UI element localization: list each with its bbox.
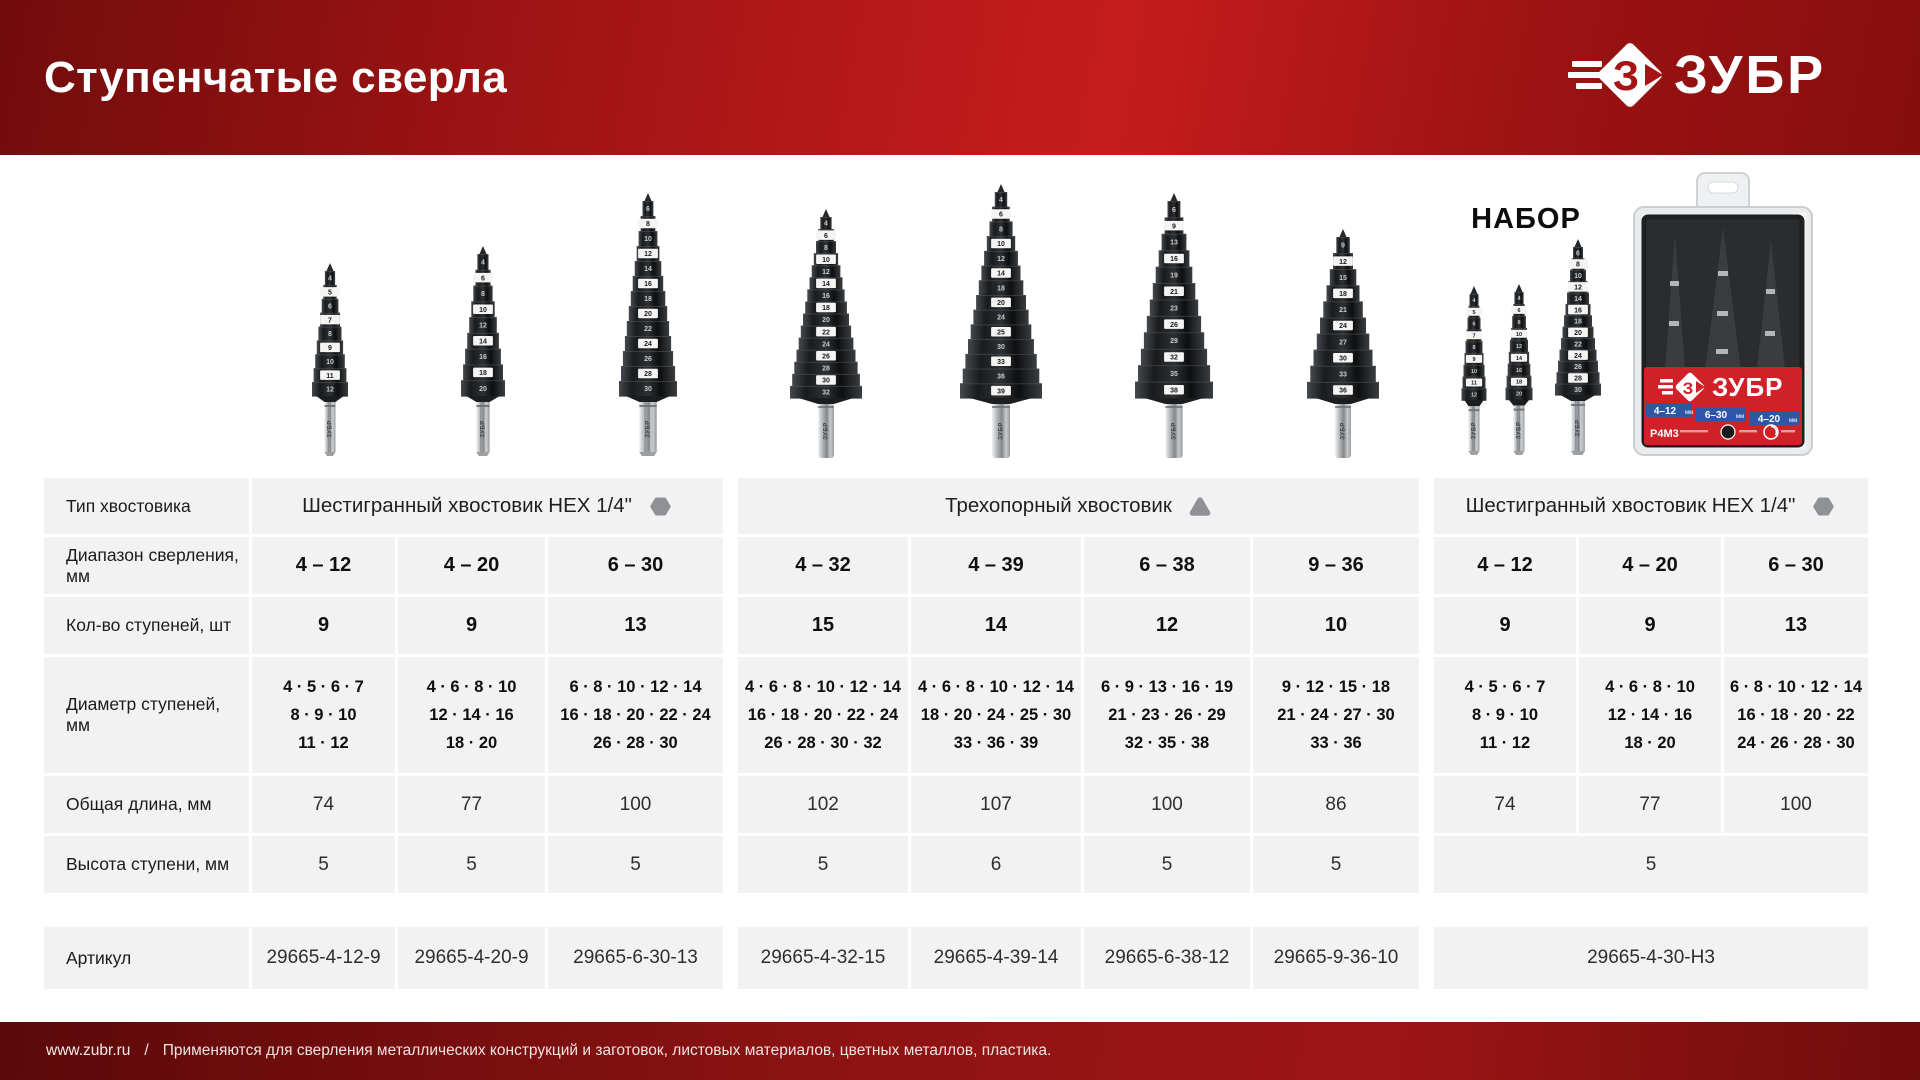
drill-image-4-39 bbox=[954, 183, 1048, 460]
svg-text:28: 28 bbox=[644, 371, 652, 379]
svg-text:18: 18 bbox=[1515, 379, 1523, 386]
svg-text:24: 24 bbox=[997, 314, 1005, 322]
zubr-logo-speed-lines-icon bbox=[1568, 61, 1602, 89]
svg-text:14: 14 bbox=[997, 270, 1005, 278]
set-drill-image-6-30 bbox=[1548, 238, 1608, 457]
svg-text:12: 12 bbox=[479, 322, 487, 330]
step-height-cell: 5 bbox=[738, 836, 908, 893]
step-height-cell: 5 bbox=[548, 836, 723, 893]
svg-text:10: 10 bbox=[1574, 273, 1582, 281]
svg-text:39: 39 bbox=[997, 388, 1005, 396]
svg-text:9: 9 bbox=[1472, 357, 1476, 363]
svg-text:4: 4 bbox=[328, 275, 332, 283]
length-cell: 74 bbox=[252, 776, 395, 833]
svg-text:33: 33 bbox=[1339, 371, 1347, 379]
package-size-1: 4–12 bbox=[1653, 406, 1677, 417]
svg-text:8: 8 bbox=[328, 331, 332, 339]
steps-cell: 10 bbox=[1253, 597, 1419, 654]
footer-separator: / bbox=[144, 1042, 149, 1059]
svg-text:8: 8 bbox=[646, 221, 650, 229]
svg-text:14: 14 bbox=[1574, 295, 1582, 303]
svg-text:4: 4 bbox=[1472, 298, 1476, 304]
row-step-height bbox=[44, 836, 1868, 893]
svg-text:26: 26 bbox=[1170, 321, 1178, 329]
svg-text:36: 36 bbox=[1339, 387, 1347, 395]
svg-text:12: 12 bbox=[1339, 258, 1347, 266]
svg-text:28: 28 bbox=[822, 365, 830, 373]
svg-text:18: 18 bbox=[822, 305, 830, 313]
package-steel-grade: Р4М3 bbox=[1650, 428, 1679, 440]
step-height-cell: 5 bbox=[252, 836, 395, 893]
shank-type-group3 bbox=[1434, 478, 1868, 534]
svg-text:9: 9 bbox=[1172, 223, 1176, 231]
row-label-sku: Артикул bbox=[44, 927, 249, 989]
svg-text:38: 38 bbox=[1170, 387, 1178, 395]
drill-image-9-36 bbox=[1301, 228, 1385, 460]
svg-text:20: 20 bbox=[644, 311, 652, 319]
drill-image-4-12 bbox=[302, 262, 358, 458]
svg-text:29: 29 bbox=[1170, 338, 1178, 346]
set-label: НАБОР bbox=[1471, 203, 1581, 235]
svg-text:11: 11 bbox=[1471, 380, 1477, 387]
svg-text:6: 6 bbox=[1517, 308, 1521, 314]
svg-text:22: 22 bbox=[822, 329, 830, 337]
diameters-cell: 4 · 6 · 8 · 10 · 12 · 14 16 · 18 · 20 · 22 · 24 26 · 28 · 30 · 32 bbox=[738, 657, 908, 773]
sku-cell: 29665-9-36-10 bbox=[1253, 927, 1419, 989]
svg-text:ЗУБР: ЗУБР bbox=[823, 422, 830, 440]
sku-cell: 29665-4-32-15 bbox=[738, 927, 908, 989]
svg-text:10: 10 bbox=[644, 236, 652, 244]
svg-text:33: 33 bbox=[997, 358, 1005, 366]
steps-cell: 15 bbox=[738, 597, 908, 654]
svg-text:18: 18 bbox=[1339, 291, 1347, 298]
svg-text:26: 26 bbox=[1574, 364, 1582, 372]
steps-cell: 13 bbox=[548, 597, 723, 654]
range-cell: 4 – 39 bbox=[911, 537, 1081, 594]
svg-text:10: 10 bbox=[822, 256, 830, 264]
svg-text:32: 32 bbox=[1170, 354, 1178, 362]
sku-cell: 29665-4-20-9 bbox=[398, 927, 545, 989]
svg-text:4: 4 bbox=[1517, 296, 1521, 303]
steps-cell: 9 bbox=[1579, 597, 1721, 654]
set-drill-image-4-12 bbox=[1454, 285, 1494, 457]
zubr-wordmark: ЗУБР bbox=[1674, 44, 1827, 105]
svg-text:28: 28 bbox=[1574, 375, 1582, 383]
diameters-cell: 4 · 6 · 8 · 10 12 · 14 · 16 18 · 20 bbox=[398, 657, 545, 773]
svg-text:23: 23 bbox=[1170, 305, 1178, 313]
svg-text:22: 22 bbox=[1574, 341, 1582, 349]
footer-site-link[interactable]: www.zubr.ru bbox=[46, 1042, 131, 1059]
length-cell: 77 bbox=[1579, 776, 1721, 833]
steps-cell: 14 bbox=[911, 597, 1081, 654]
svg-text:З: З bbox=[1612, 51, 1640, 99]
shank-type-group2 bbox=[738, 478, 1419, 534]
shank-type-group1 bbox=[252, 478, 723, 534]
sku-cell: 29665-6-30-13 bbox=[548, 927, 723, 989]
set-package-image bbox=[1628, 171, 1818, 461]
svg-text:ЗУБР: ЗУБР bbox=[327, 420, 334, 438]
diameters-cell: 4 · 5 · 6 · 7 8 · 9 · 10 11 · 12 bbox=[1434, 657, 1576, 773]
svg-text:6: 6 bbox=[824, 232, 828, 240]
svg-text:6: 6 bbox=[1172, 206, 1176, 214]
set-drill-image-4-20 bbox=[1498, 283, 1540, 457]
svg-text:10: 10 bbox=[326, 358, 334, 366]
row-drilling-range bbox=[44, 537, 1868, 594]
steps-cell: 9 bbox=[252, 597, 395, 654]
svg-text:6: 6 bbox=[1472, 321, 1476, 328]
zubr-logo-diamond-icon bbox=[1596, 41, 1664, 109]
tri-shank-icon bbox=[1188, 495, 1212, 518]
svg-text:36: 36 bbox=[997, 373, 1005, 381]
svg-text:16: 16 bbox=[822, 293, 830, 301]
svg-text:30: 30 bbox=[997, 344, 1005, 352]
row-shank-type bbox=[44, 478, 1868, 534]
svg-text:14: 14 bbox=[1515, 355, 1523, 362]
shank-type-group2-text: Трехопорный хвостовик bbox=[945, 494, 1172, 517]
svg-text:6: 6 bbox=[999, 211, 1003, 219]
svg-text:10: 10 bbox=[1515, 331, 1523, 338]
svg-text:6: 6 bbox=[328, 303, 332, 311]
drill-image-4-20 bbox=[453, 245, 513, 458]
hex-shank-icon bbox=[648, 495, 673, 518]
package-brand: ЗУБР bbox=[1712, 372, 1784, 402]
steps-cell: 9 bbox=[398, 597, 545, 654]
svg-text:24: 24 bbox=[822, 341, 830, 349]
svg-text:ЗУБР: ЗУБР bbox=[1171, 422, 1178, 440]
svg-text:8: 8 bbox=[1472, 345, 1476, 352]
package-size-2: 6–30 bbox=[1704, 410, 1728, 421]
row-label-steps-count: Кол-во ступеней, шт bbox=[44, 597, 249, 654]
range-cell: 4 – 12 bbox=[1434, 537, 1576, 594]
row-label-step-height: Высота ступени, мм bbox=[44, 836, 249, 893]
steps-cell: 13 bbox=[1724, 597, 1868, 654]
svg-text:16: 16 bbox=[1574, 307, 1582, 315]
svg-text:16: 16 bbox=[644, 281, 652, 289]
svg-text:27: 27 bbox=[1339, 339, 1347, 347]
svg-text:8: 8 bbox=[999, 226, 1003, 234]
shank-type-group3-text: Шестигранный хвостовик HEX 1/4" bbox=[1465, 494, 1796, 517]
length-cell: 100 bbox=[1724, 776, 1868, 833]
row-label-shank-type: Тип хвостовика bbox=[44, 478, 249, 534]
svg-text:8: 8 bbox=[1576, 261, 1580, 269]
svg-text:9: 9 bbox=[1341, 242, 1345, 250]
step-height-cell: 6 bbox=[911, 836, 1081, 893]
svg-text:20: 20 bbox=[479, 385, 487, 393]
steps-cell: 12 bbox=[1084, 597, 1250, 654]
drill-image-4-32 bbox=[784, 208, 868, 460]
range-cell: 4 – 12 bbox=[252, 537, 395, 594]
length-cell: 100 bbox=[548, 776, 723, 833]
length-cell: 77 bbox=[398, 776, 545, 833]
svg-text:ЗУБР: ЗУБР bbox=[645, 420, 652, 438]
range-cell: 6 – 30 bbox=[1724, 537, 1868, 594]
diameters-cell: 6 · 8 · 10 · 12 · 14 16 · 18 · 20 · 22 · 24 26 · 28 · 30 bbox=[548, 657, 723, 773]
svg-text:З: З bbox=[1682, 379, 1694, 398]
length-cell: 74 bbox=[1434, 776, 1576, 833]
svg-text:4: 4 bbox=[481, 259, 485, 267]
svg-text:ЗУБР: ЗУБР bbox=[998, 422, 1005, 440]
range-cell: 6 – 30 bbox=[548, 537, 723, 594]
svg-text:24: 24 bbox=[1574, 352, 1582, 360]
svg-text:25: 25 bbox=[997, 329, 1005, 337]
svg-text:5: 5 bbox=[1472, 309, 1476, 316]
svg-text:10: 10 bbox=[1470, 368, 1478, 375]
diameters-cell: 4 · 6 · 8 · 10 12 · 14 · 16 18 · 20 bbox=[1579, 657, 1721, 773]
row-sku bbox=[44, 927, 1868, 989]
product-images-stage bbox=[0, 155, 1920, 478]
table-spacer bbox=[44, 896, 1868, 924]
svg-text:21: 21 bbox=[1170, 289, 1178, 296]
svg-text:16: 16 bbox=[1515, 367, 1523, 374]
length-cell: 107 bbox=[911, 776, 1081, 833]
row-steps-count bbox=[44, 597, 1868, 654]
svg-text:35: 35 bbox=[1170, 371, 1178, 378]
spec-table bbox=[44, 478, 1868, 989]
svg-text:ЗУБР: ЗУБР bbox=[1340, 422, 1347, 440]
svg-text:30: 30 bbox=[1339, 355, 1347, 363]
svg-text:5: 5 bbox=[328, 289, 332, 297]
svg-text:12: 12 bbox=[1470, 392, 1478, 399]
svg-text:22: 22 bbox=[644, 326, 652, 334]
svg-text:10: 10 bbox=[479, 306, 487, 314]
step-height-cell: 5 bbox=[1084, 836, 1250, 893]
package-size-3: 4–20 bbox=[1757, 414, 1781, 425]
svg-text:8: 8 bbox=[824, 244, 828, 252]
shank-type-group1-text: Шестигранный хвостовик HEX 1/4" bbox=[302, 494, 632, 517]
diameters-cell: 6 · 8 · 10 · 12 · 14 16 · 18 · 20 · 22 24 · 26 · 28 · 30 bbox=[1724, 657, 1868, 773]
svg-text:13: 13 bbox=[1170, 239, 1178, 247]
svg-text:12: 12 bbox=[822, 269, 830, 276]
svg-text:6: 6 bbox=[481, 275, 485, 283]
range-cell: 4 – 20 bbox=[398, 537, 545, 594]
length-cell: 100 bbox=[1084, 776, 1250, 833]
svg-text:15: 15 bbox=[1339, 274, 1347, 282]
svg-text:18: 18 bbox=[997, 285, 1005, 293]
step-height-cell: 5 bbox=[398, 836, 545, 893]
svg-text:12: 12 bbox=[326, 386, 334, 394]
hex-shank-icon bbox=[1811, 495, 1836, 518]
sku-cell: 29665-6-38-12 bbox=[1084, 927, 1250, 989]
svg-text:19: 19 bbox=[1170, 272, 1178, 280]
drill-image-6-30 bbox=[612, 192, 684, 458]
svg-text:12: 12 bbox=[1515, 343, 1523, 350]
diameters-cell: 9 · 12 · 15 · 18 21 · 24 · 27 · 30 33 · 36 bbox=[1253, 657, 1419, 773]
sku-cell: 29665-4-12-9 bbox=[252, 927, 395, 989]
svg-text:18: 18 bbox=[644, 296, 652, 304]
svg-text:30: 30 bbox=[644, 386, 652, 394]
svg-text:6: 6 bbox=[646, 206, 650, 214]
drill-image-6-38 bbox=[1129, 192, 1219, 460]
svg-text:24: 24 bbox=[644, 341, 652, 349]
length-cell: 86 bbox=[1253, 776, 1419, 833]
svg-text:20: 20 bbox=[1515, 391, 1523, 398]
svg-text:16: 16 bbox=[479, 354, 487, 362]
svg-text:10: 10 bbox=[997, 241, 1005, 249]
svg-text:12: 12 bbox=[997, 255, 1005, 263]
svg-text:18: 18 bbox=[1574, 318, 1582, 326]
range-cell: 4 – 20 bbox=[1579, 537, 1721, 594]
range-cell: 9 – 36 bbox=[1253, 537, 1419, 594]
svg-text:14: 14 bbox=[644, 266, 652, 274]
svg-text:20: 20 bbox=[1574, 330, 1582, 337]
svg-text:16: 16 bbox=[1170, 256, 1178, 264]
svg-text:9: 9 bbox=[328, 345, 332, 352]
svg-text:20: 20 bbox=[997, 300, 1005, 307]
svg-text:26: 26 bbox=[644, 356, 652, 364]
steps-cell: 9 bbox=[1434, 597, 1576, 654]
range-cell: 6 – 38 bbox=[1084, 537, 1250, 594]
svg-text:11: 11 bbox=[326, 372, 334, 380]
svg-text:4: 4 bbox=[999, 197, 1003, 204]
row-label-drilling-range: Диапазон сверления, мм bbox=[44, 537, 249, 594]
svg-text:24: 24 bbox=[1339, 323, 1347, 331]
footer-note: Применяются для сверления металлических конструкций и заготовок, листовых материалов, цветных металлов, пластика. bbox=[162, 1042, 1052, 1059]
diameters-cell: 4 · 5 · 6 · 7 8 · 9 · 10 11 · 12 bbox=[252, 657, 395, 773]
svg-text:8: 8 bbox=[1517, 320, 1521, 326]
svg-text:7: 7 bbox=[328, 317, 332, 325]
svg-text:12: 12 bbox=[1574, 284, 1582, 292]
footer-bar bbox=[0, 1022, 1920, 1080]
svg-text:30: 30 bbox=[822, 377, 830, 385]
svg-text:мм: мм bbox=[1685, 410, 1694, 416]
svg-text:7: 7 bbox=[1472, 333, 1476, 340]
sku-cell-merged: 29665-4-30-Н3 bbox=[1434, 927, 1868, 989]
page-title: Ступенчатые сверла bbox=[44, 52, 508, 102]
svg-text:ЗУБР: ЗУБР bbox=[1471, 421, 1478, 440]
row-step-diameters bbox=[44, 657, 1868, 773]
svg-text:4: 4 bbox=[824, 220, 828, 228]
svg-text:14: 14 bbox=[479, 338, 487, 346]
svg-text:30: 30 bbox=[1574, 387, 1582, 394]
svg-text:ЗУБР: ЗУБР bbox=[1575, 419, 1582, 437]
diameters-cell: 4 · 6 · 8 · 10 · 12 · 14 18 · 20 · 24 · 25 · 30 33 · 36 · 39 bbox=[911, 657, 1081, 773]
range-cell: 4 – 32 bbox=[738, 537, 908, 594]
svg-text:6: 6 bbox=[1576, 250, 1580, 258]
row-label-total-length: Общая длина, мм bbox=[44, 776, 249, 833]
sku-cell: 29665-4-39-14 bbox=[911, 927, 1081, 989]
row-label-step-diameters: Диаметр ступеней, мм bbox=[44, 657, 249, 773]
svg-text:8: 8 bbox=[481, 291, 485, 299]
svg-text:мм: мм bbox=[1789, 418, 1798, 424]
row-total-length bbox=[44, 776, 1868, 833]
step-height-cell: 5 bbox=[1253, 836, 1419, 893]
svg-text:ЗУБР: ЗУБР bbox=[480, 420, 487, 438]
svg-text:ЗУБР: ЗУБР bbox=[1516, 421, 1523, 440]
diameters-cell: 6 · 9 · 13 · 16 · 19 21 · 23 · 26 · 29 32 · 35 · 38 bbox=[1084, 657, 1250, 773]
svg-text:32: 32 bbox=[822, 389, 830, 397]
length-cell: 102 bbox=[738, 776, 908, 833]
svg-text:14: 14 bbox=[822, 281, 830, 288]
svg-text:20: 20 bbox=[822, 317, 830, 325]
svg-text:21: 21 bbox=[1339, 307, 1347, 315]
svg-text:12: 12 bbox=[644, 251, 652, 259]
svg-text:18: 18 bbox=[479, 370, 487, 377]
svg-text:мм: мм bbox=[1736, 414, 1745, 420]
step-height-cell-merged: 5 bbox=[1434, 836, 1868, 893]
header-banner bbox=[0, 0, 1920, 155]
zubr-logo bbox=[1566, 31, 1876, 125]
svg-text:26: 26 bbox=[822, 353, 830, 361]
